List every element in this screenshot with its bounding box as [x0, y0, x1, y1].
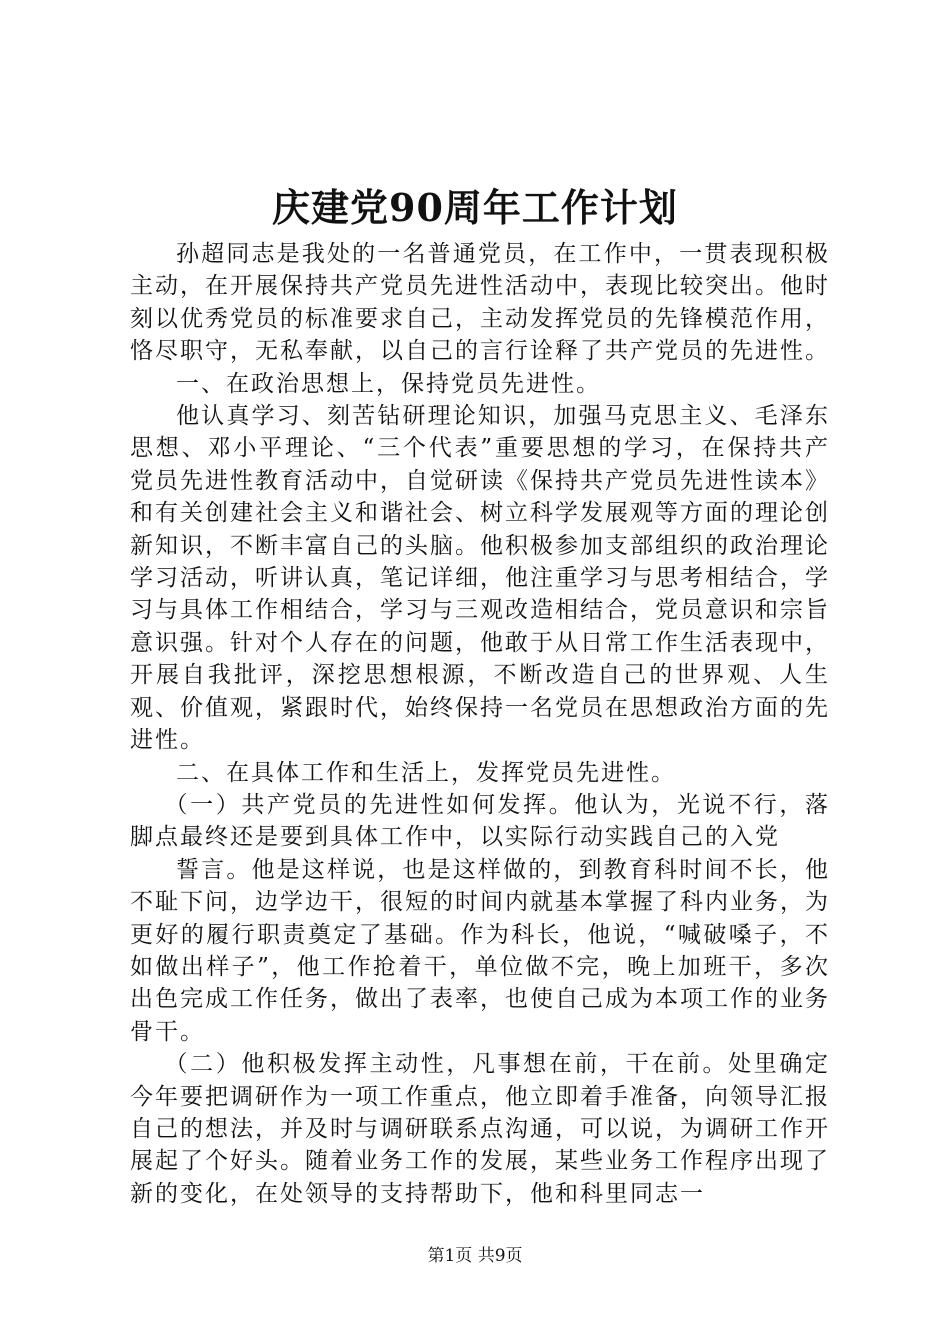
document-title: 庆建党90周年工作计划	[272, 185, 678, 230]
page-number: 第1页 共9页	[427, 1246, 523, 1266]
paragraph-sub-2: （二）他积极发挥主动性，凡事想在前，干在前。处里确定今年要把调研作为一项工作重点，他立即着手准备，向领导汇报自己的想法，并及时与调研联系点沟通，可以说，为调研工作开展起了个好头。随着业务工作的发展，某些业务工作程序出现了新的变化，在处领导的支持帮助下，他和科里同志一	[130, 1051, 830, 1207]
document-body	[130, 238, 830, 1210]
paragraph-oath: 誓言。他是这样说，也是这样做的，到教育科时间不长，他不耻下问，边学边干，很短的时间内就基本掌握了科内业务，为更好的履行职责奠定了基础。作为科长，他说，“喊破嗓子，不如做出样子”，他工作抢着干，单位做不完，晚上加班干，多次出色完成工作任务，做出了表率，也使自己成为本项工作的业务骨干。	[130, 856, 830, 1045]
paragraph-intro: 孙超同志是我处的一名普通党员，在工作中，一贯表现积极主动，在开展保持共产党员先进性活动中，表现比较突出。他时刻以优秀党员的标准要求自己，主动发挥党员的先锋模范作用，恪尽职守，无私奉献，以自己的言行诠释了共产党员的先进性。	[130, 241, 830, 365]
paragraph-sub-1: （一）共产党员的先进性如何发挥。他认为，光说不行，落脚点最终还是要到具体工作中，以实际行动实践自己的入党	[130, 791, 830, 851]
paragraph-political: 他认真学习、刻苦钻研理论知识，加强马克思主义、毛泽东思想、邓小平理论、“三个代表”重要思想的学习，在保持共产党员先进性教育活动中，自觉研读《保持共产党员先进性读本》和有关创建社会主义和谐社会、树立科学发展观等方面的理论创新知识，不断丰富自己的头脑。他积极参加支部组织的政治理论学习活动，听讲认真，笔记详细，他注重学习与思考相结合，学习与具体工作相结合，学习与三观改造相结合，党员意识和宗旨意识强。针对个人存在的问题，他敢于从日常工作生活表现中，开展自我批评，深挖思想根源，不断改造自己的世界观、人生观、价值观，紧跟时代，始终保持一名党员在思想政治方面的先进性。	[130, 403, 830, 754]
section-heading-1: 一、在政治思想上，保持党员先进性。	[176, 370, 601, 397]
section-heading-2: 二、在具体工作和生活上，发挥党员先进性。	[176, 759, 676, 786]
